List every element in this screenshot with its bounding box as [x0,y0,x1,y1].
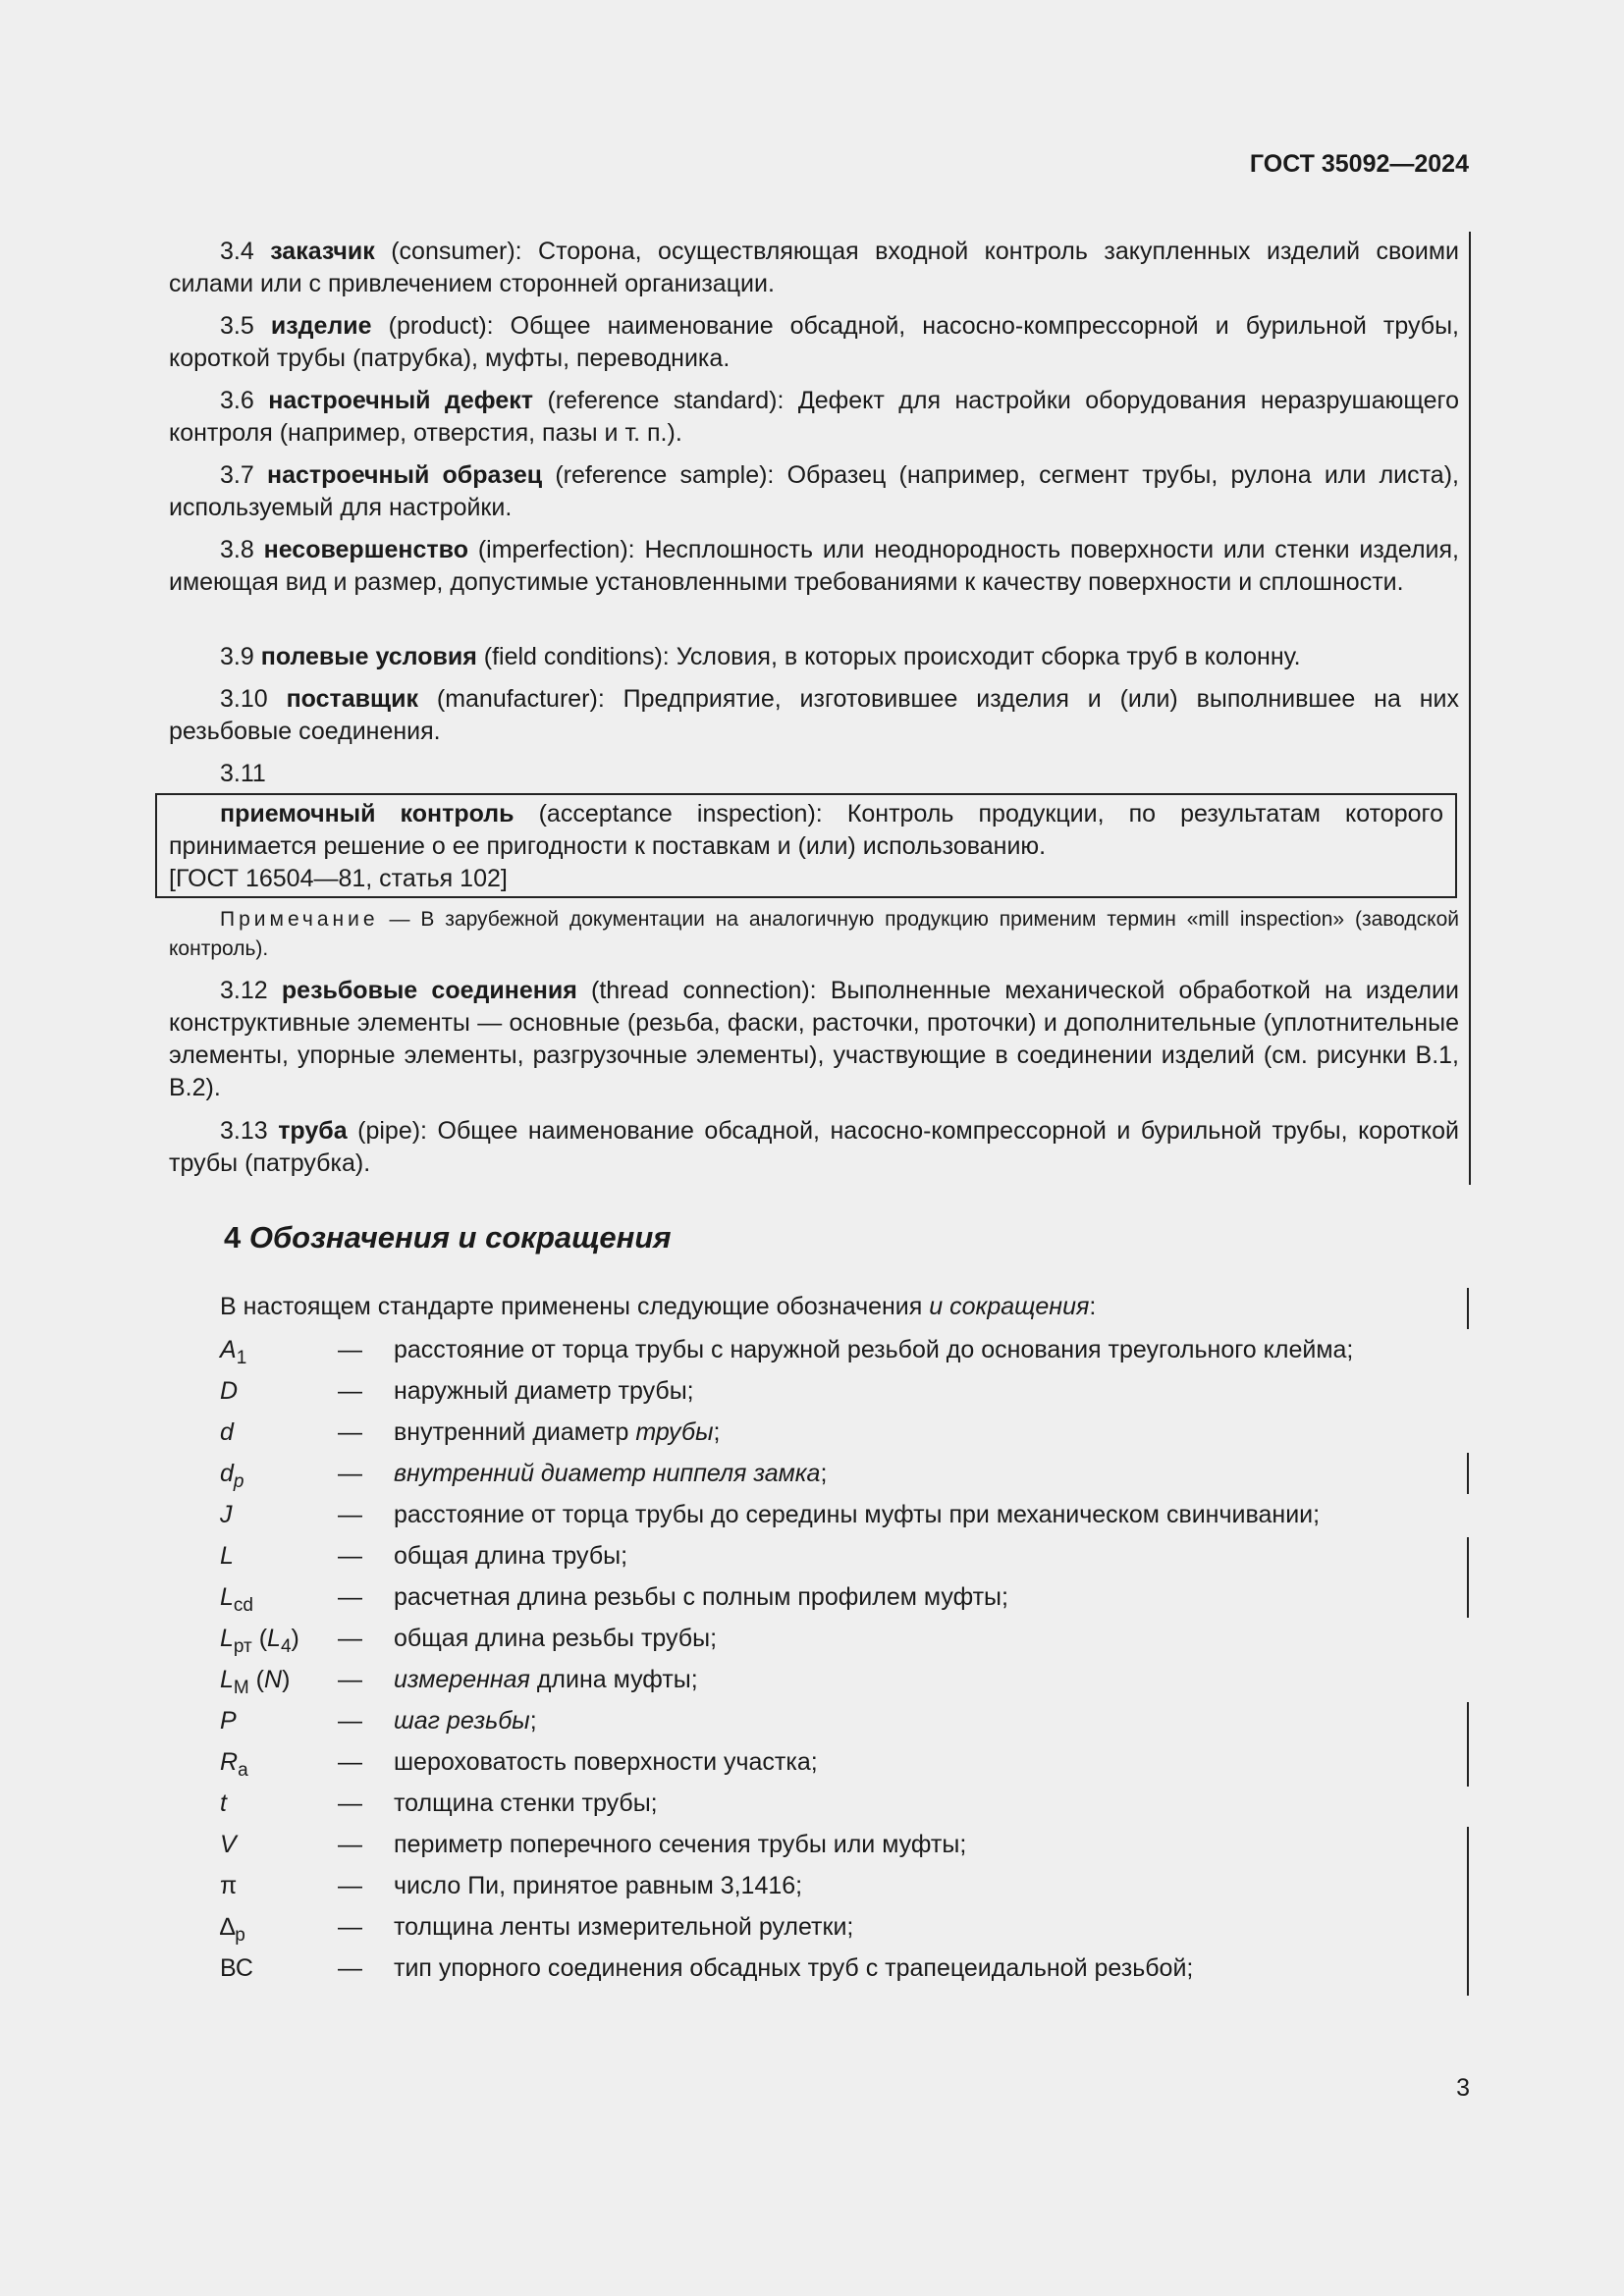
symbol-row: L — общая длина трубы; [220,1542,628,1570]
symbol-row: $d_p$ — внутренний диаметр ниппеля замка; [220,1460,828,1492]
term-3-5: 3.5 изделие (product): Общее наименование обсадной, насосно-компрессорной и бурильной трубы, короткой трубы (патрубка), муфты, переводника. [169,312,1459,372]
symbol-row: $L_{cd}$ — расчетная длина резьбы с полным профилем муфты; [220,1583,1008,1616]
symbol-row: t — толщина стенки трубы; [220,1789,658,1817]
term-3-9: 3.9 полевые условия (field conditions): Условия, в которых происходит сборка труб в колонну. [220,643,1301,670]
term-3-7: 3.7 настроечный образец (reference sample): Образец (например, сегмент трубы, рулона или листа), используемый для настройки. [169,461,1459,521]
section-heading: 4 Обозначения и сокращения [224,1220,672,1255]
symbol-row: π — число Пи, принятое равным 3,1416; [220,1872,803,1899]
quoted-definition-box [155,793,1457,898]
change-bar [1469,232,1471,1185]
symbol-row: ВС — тип упорного соединения обсадных труб с трапецеидальной резьбой; [220,1954,1194,1982]
symbol-row: J — расстояние от торца трубы до середины муфты при механическом свинчивании; [220,1501,1321,1528]
term-3-10: 3.10 поставщик (manufacturer): Предприятие, изготовившее изделия и (или) выполнившее на них резьбовые соединения. [169,685,1460,745]
term-3-12: 3.12 резьбовые соединения (thread connection): Выполненные механической обработкой на изделии конструктивные элементы — основные (резьба, фаски, расточки, проточки) и дополнительные (уплотнительные элементы, упорные элементы, разгрузочные элементы), участвующие в соединении изделий (см. рисунки В.1, В.2). [169,977,1459,1101]
term-3-13: 3.13 труба (pipe): Общее наименование обсадной, насосно-компрессорной и бурильной трубы, короткой трубы (патрубка). [169,1117,1459,1177]
note-label: Примечание [220,908,379,931]
symbol-row: $L_{рт}$ $(L_4)$ — общая длина резьбы трубы; [220,1625,718,1657]
change-bar [1467,1702,1469,1787]
change-bar [1467,1288,1469,1329]
term-3-11-number: 3.11 [220,760,266,787]
symbol-row: $\Delta_p$ — толщина ленты измерительной рулетки; [220,1913,854,1946]
symbol-row: $L_М$ (N) — измеренная длина муфты; [220,1666,698,1698]
term-3-11-source: [ГОСТ 16504—81, статья 102] [169,865,508,892]
symbol-row: V — периметр поперечного сечения трубы или муфты; [220,1831,967,1858]
term-3-4: 3.4 заказчик (consumer): Сторона, осуществляющая входной контроль закупленных изделий своими силами или с привлечением сторонней организации. [169,238,1459,297]
term-3-8: 3.8 несовершенство (imperfection): Несплошность или неоднородность поверхности или стенки изделия, имеющая вид и размер, допустимые установленными требованиями к качеству поверхности и сплошности. [169,536,1459,596]
change-bar [1467,1453,1469,1494]
symbol-row: D — наружный диаметр трубы; [220,1377,694,1405]
symbol-row: $R_a$ — шероховатость поверхности участка; [220,1748,818,1781]
symbol-row: $A_1$ — расстояние от торца трубы с наружной резьбой до основания треугольного клейма; [220,1336,1354,1368]
change-bar [1467,1537,1469,1618]
term-3-6: 3.6 настроечный дефект (reference standard): Дефект для настройки оборудования неразрушающего контроля (например, отверстия, пазы и т. п.). [169,387,1460,447]
term-3-11-definition: приемочный контроль (acceptance inspection): Контроль продукции, по результатам которого принимается решение о ее пригодности к поставкам и (или) использованию. [169,800,1443,860]
note: Примечание — В зарубежной документации на аналогичную продукцию применим термин «mill inspection» (заводской контроль). [169,908,1459,960]
section-intro: В настоящем стандарте применены следующие обозначения и сокращения: [220,1293,1097,1320]
symbol-row: P — шаг резьбы; [220,1707,537,1735]
change-bar [1467,1827,1469,1996]
page-number: 3 [1456,2074,1470,2102]
standard-code: ГОСТ 35092—2024 [1249,150,1469,178]
symbol-row: d — внутренний диаметр трубы; [220,1418,721,1446]
